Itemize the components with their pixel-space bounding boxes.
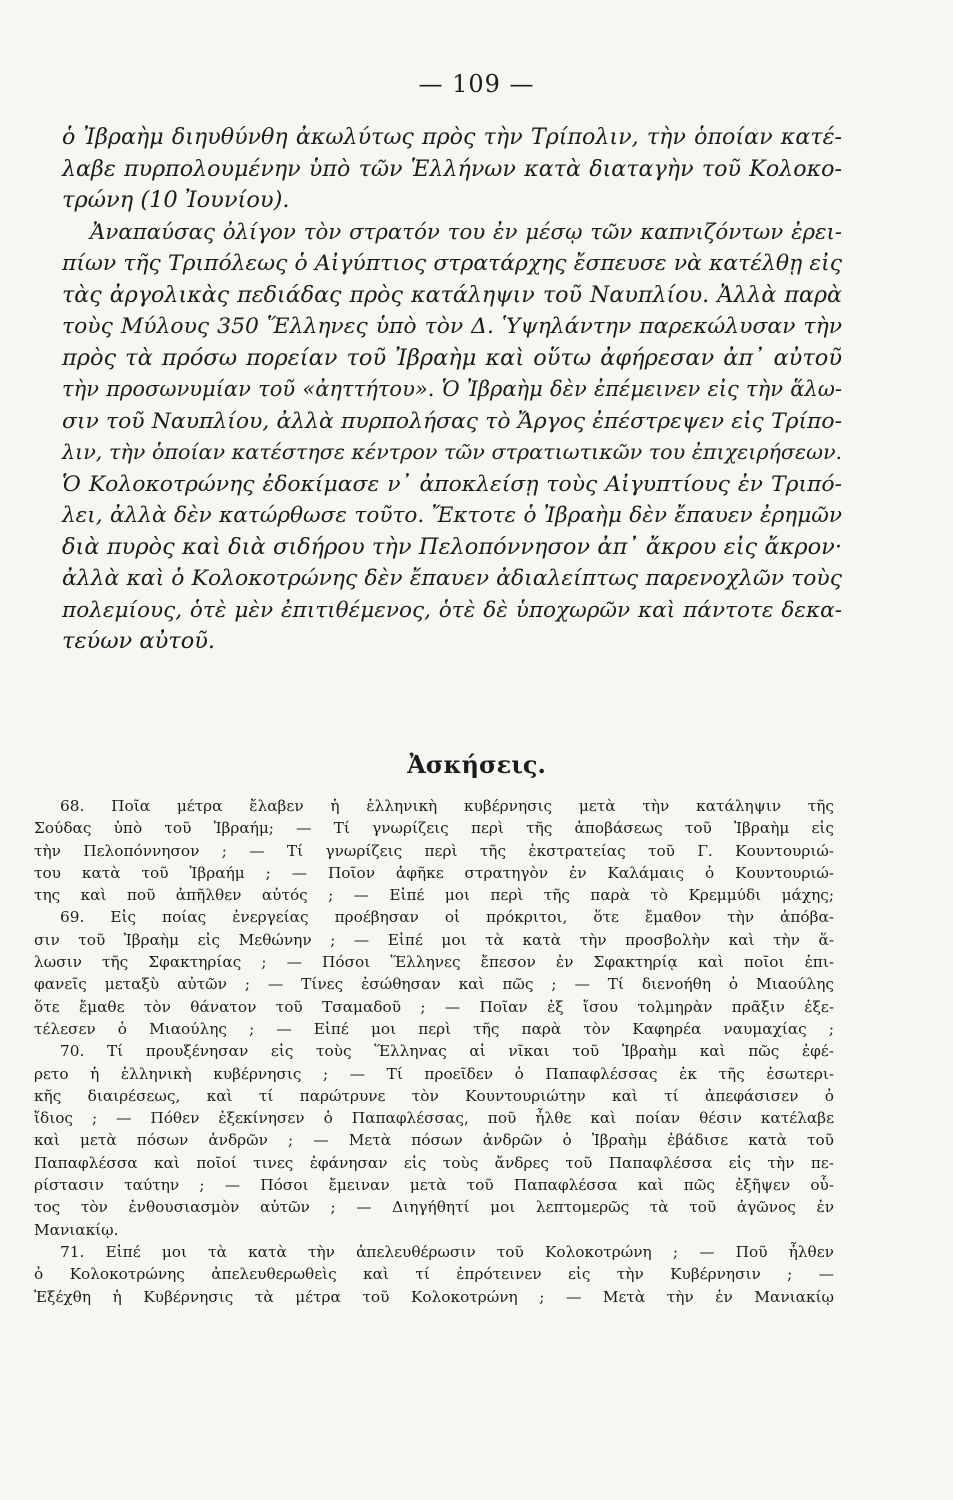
exercise-line: σιν τοῦ Ἰβραὴμ εἰς Μεθώνην ; — Εἰπέ μοι τὰ κατὰ τὴν προσβολὴν καὶ τὴν ἅ- [34, 930, 834, 949]
text-line: τρώνη (10 Ἰουνίου). [62, 187, 290, 213]
exercise-line: καὶ μετὰ πόσων ἀνδρῶν ; — Μετὰ πόσων ἀνδρῶν ὁ Ἰβραὴμ ἐβάδισε κατὰ τοῦ [34, 1131, 834, 1150]
exercises-text [34, 795, 834, 1308]
exercise-line: Μανιακίῳ. [34, 1220, 119, 1239]
text-line: Ἀναπαύσας ὀλίγον τὸν στρατόν του ἐν μέσῳ τῶν καπνιζόντων ἐρει- [90, 219, 842, 245]
exercise-line: Παπαφλέσσα καὶ ποῖοί τινες ἐφάνησαν εἰς τοὺς ἄνδρες τοῦ Παπαφλέσσα εἰς τὴν πε- [34, 1153, 834, 1172]
exercise-line: του κατὰ τοῦ Ἰβραήμ ; — Ποῖον ἀφῆκε στρατηγὸν ἐν Καλάμαις ὁ Κουντουριώ- [34, 863, 834, 882]
exercise-line: ἴδιος ; — Πόθεν ἐξεκίνησεν ὁ Παπαφλέσσας, ποῦ ἦλθε καὶ ποίαν θέσιν κατέλαβε [34, 1109, 834, 1128]
exercise-line: ὁ Κολοκοτρώνης ἀπελευθερωθεὶς καὶ τί ἐπρότεινεν εἰς τὴν Κυβέρνησιν ; — [34, 1265, 834, 1284]
text-line: ἀλλὰ καὶ ὁ Κολοκοτρώνης δὲν ἔπαυεν ἀδιαλείπτως παρενοχλῶν τοὺς [62, 566, 842, 591]
text-line: λει, ἀλλὰ δὲν κατώρθωσε τοῦτο. Ἔκτοτε ὁ Ἰβραὴμ δὲν ἔπαυεν ἐρημῶν [62, 503, 842, 528]
text-line: τὴν προσωνυμίαν τοῦ «ἀηττήτου». Ὁ Ἰβραὴμ δὲν ἐπέμεινεν εἰς τὴν ἅλω- [62, 377, 842, 401]
exercise-line: 71. Εἰπέ μοι τὰ κατὰ τὴν ἀπελευθέρωσιν τοῦ Κολοκοτρώνη ; — Ποῦ ἦλθεν [60, 1242, 834, 1261]
exercise-line: 68. Ποῖα μέτρα ἔλαβεν ἡ ἑλληνικὴ κυβέρνησις μετὰ τὴν κατάληψιν τῆς [60, 797, 834, 815]
exercise-line: κῆς διαιρέσεως, καὶ τί παρώτρυνε τὸν Κουντουριώτην καὶ τί ἀπεφάσισεν ὁ [34, 1086, 834, 1105]
text-line: τεύων αὐτοῦ. [62, 628, 216, 654]
exercise-line: της καὶ ποῦ ἀπῆλθεν αὐτός ; — Εἰπέ μοι περὶ τῆς παρὰ τὸ Κρεμμύδι μάχης; [34, 886, 834, 905]
exercise-line: τὴν Πελοπόννησον ; — Τί γνωρίζεις περὶ τῆς ἐκστρατείας τοῦ Γ. Κουντουριώ- [34, 841, 834, 860]
exercise-line: Ἐξέχθη ἡ Κυβέρνησις τὰ μέτρα τοῦ Κολοκοτρώνη ; — Μετὰ τὴν ἐν Μανιακίῳ [34, 1287, 834, 1306]
exercise-line: φανεῖς μεταξὺ αὐτῶν ; — Τίνες ἐσώθησαν καὶ πῶς ; — Τί διενοήθη ὁ Μιαούλης [34, 975, 834, 994]
text-line: σιν τοῦ Ναυπλίου, ἀλλὰ πυρπολήσας τὸ Ἄργος ἐπέστρεψεν εἰς Τρίπο- [62, 408, 842, 434]
page-number: — 109 — [418, 70, 535, 98]
text-line: πρὸς τὰ πρόσω πορείαν τοῦ Ἰβραὴμ καὶ οὕτω ἀφήρεσαν ἀπ᾽ αὐτοῦ [62, 344, 842, 371]
main-text [62, 122, 842, 658]
exercise-line: 69. Εἰς ποίας ἐνεργείας προέβησαν οἱ πρόκριτοι, ὅτε ἔμαθον τὴν ἀπόβα- [60, 908, 834, 927]
exercise-line: λωσιν τῆς Σφακτηρίας ; — Πόσοι Ἕλληνες ἔπεσον ἐν Σφακτηρίᾳ καὶ ποῖοι ἐπι- [34, 953, 834, 972]
text-line: τὰς ἀργολικὰς πεδιάδας πρὸς κατάληψιν τοῦ Ναυπλίου. Ἀλλὰ παρὰ [62, 281, 842, 308]
text-line: λιν, τὴν ὁποίαν κατέστησε κέντρον τῶν στρατιωτικῶν του ἐπιχειρήσεων. [62, 440, 843, 464]
exercises-heading: Ἀσκήσεις. [407, 750, 546, 779]
text-line: Ὁ Κολοκοτρώνης ἐδοκίμασε ν᾽ ἀποκλείσῃ τοὺς Αἰγυπτίους ἐν Τριπό- [62, 471, 842, 497]
text-line: πίων τῆς Τριπόλεως ὁ Αἰγύπτιος στρατάρχης ἔσπευσε νὰ κατέλθῃ εἰς [62, 251, 842, 276]
exercise-line: 70. Τί προυξένησαν εἰς τοὺς Ἕλληνας αἱ νῖκαι τοῦ Ἰβραὴμ καὶ πῶς ἐφέ- [60, 1042, 834, 1061]
exercise-line: ρετο ἡ ἑλληνικὴ κυβέρνησις ; — Τί προεῖδεν ὁ Παπαφλέσσας ἐκ τῆς ἐσωτερι- [34, 1064, 834, 1083]
text-line: πολεμίους, ὁτὲ μὲν ἐπιτιθέμενος, ὁτὲ δὲ ὑποχωρῶν καὶ πάντοτε δεκα- [62, 597, 842, 623]
exercise-line: Σούδας ὑπὸ τοῦ Ἰβραήμ; — Τί γνωρίζεις περὶ τῆς ἀποβάσεως τοῦ Ἰβραὴμ εἰς [34, 819, 834, 838]
text-line: λαβε πυρπολουμένην ὑπὸ τῶν Ἑλλήνων κατὰ διαταγὴν τοῦ Κολοκο- [62, 155, 842, 182]
text-line: διὰ πυρὸς καὶ διὰ σιδήρου τὴν Πελοπόννησον ἀπ᾽ ἄκρου εἰς ἄκρον· [62, 533, 842, 560]
exercise-line: ὅτε ἔμαθε τὸν θάνατον τοῦ Τσαμαδοῦ ; — Ποῖαν ἐξ ἴσου τολμηρὰν πρᾶξιν ἐξε- [34, 997, 834, 1016]
exercise-line: ρίστασιν ταύτην ; — Πόσοι ἔμειναν μετὰ τοῦ Παπαφλέσσα καὶ πῶς ἐξῆψεν οὗ- [34, 1176, 834, 1195]
exercise-line: τέλεσεν ὁ Μιαούλης ; — Εἰπέ μοι περὶ τῆς παρὰ τὸν Καφηρέα ναυμαχίας ; [34, 1019, 834, 1038]
text-line: τοὺς Μύλους 350 Ἕλληνες ὑπὸ τὸν Δ. Ὑψηλάντην παρεκώλυσαν τὴν [62, 314, 842, 339]
exercise-line: τος τὸν ἐνθουσιασμὸν αὐτῶν ; — Διηγήθητί μοι λεπτομερῶς τὰ τοῦ ἀγῶνος ἐν [34, 1198, 834, 1217]
text-line: ὁ Ἰβραὴμ διηυθύνθη ἀκωλύτως πρὸς τὴν Τρίπολιν, τὴν ὁποίαν κατέ- [62, 124, 842, 150]
